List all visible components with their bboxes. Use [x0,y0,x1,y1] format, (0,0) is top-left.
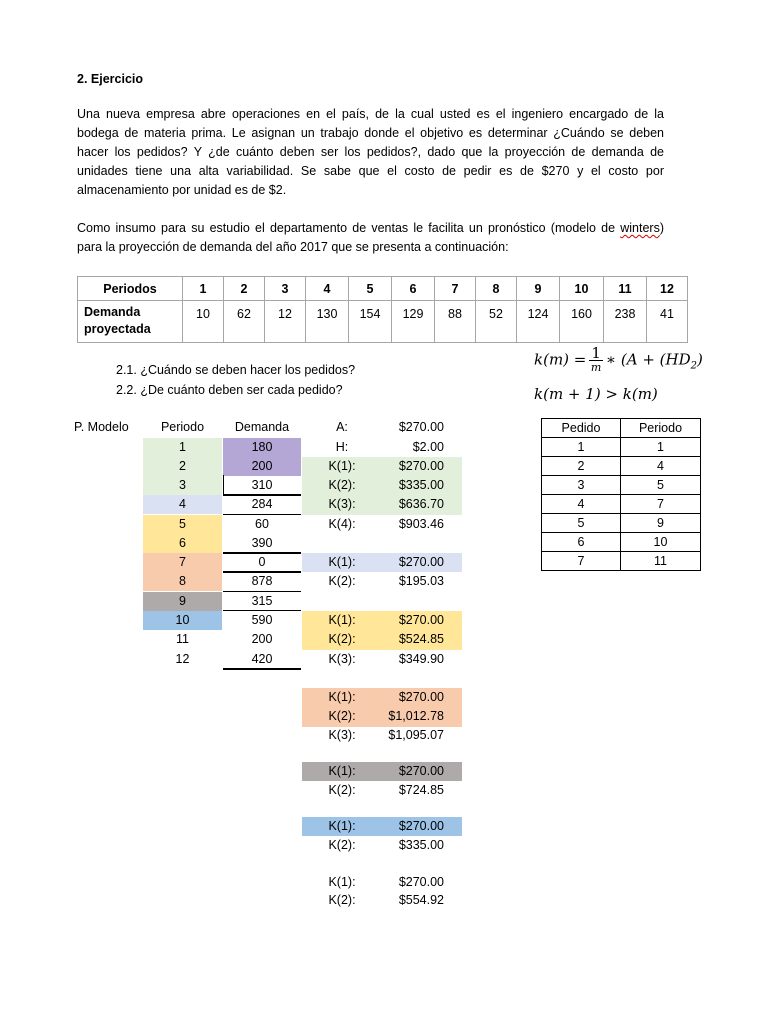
model-periodo-cell: 1 [143,438,222,457]
k-value: $195.03 [398,574,444,588]
model-demanda-cell: 590 [251,613,273,627]
formula-cost [534,344,703,374]
model-demanda-cell: 390 [251,536,273,550]
period-cell: 4 [306,277,349,301]
k-label: K(1): [328,690,356,704]
k-label: K(3): [328,652,356,666]
demand-cell: 12 [265,301,306,343]
k-value: $270.00 [398,613,444,627]
pedido-header: Pedido [542,419,621,438]
k-value: $270.00 [398,819,444,833]
table-row [542,438,701,457]
cell-border [223,552,301,554]
k-label: K(2): [328,632,356,646]
model-periodo-cell: 4 [143,495,222,514]
pedido-cell: 4 [542,495,621,514]
period-cell: 1 [183,277,224,301]
k-label: K(2): [328,478,356,492]
k-label: K(3): [328,497,356,511]
model-periodo-cell: 3 [143,476,222,495]
param-value: $2.00 [412,440,444,454]
table-row [542,533,701,552]
orders-header-row [542,419,701,438]
k-label: K(1): [328,613,356,627]
period-cell: 7 [435,277,476,301]
k-value: $1,012.78 [388,709,444,723]
table-row [542,457,701,476]
k-value: $270.00 [398,555,444,569]
k-value: $270.00 [398,690,444,704]
k-label: K(2): [328,709,356,723]
model-periodo-cell: 10 [143,611,222,630]
k-label: K(1): [328,459,356,473]
model-periodo-cell: 11 [176,632,189,646]
model-demanda-cell: 200 [223,457,301,476]
model-label: P. Modelo [74,420,129,434]
model-demanda-cell: 310 [251,478,273,492]
k-label: K(2): [328,893,356,907]
period-cell: 12 [647,277,688,301]
demand-cell: 88 [435,301,476,343]
pedido-cell: 6 [542,533,621,552]
k-value: $524.85 [398,632,444,646]
demand-cell: 129 [392,301,435,343]
orders-periodo-cell: 10 [621,533,701,552]
pedido-cell: 5 [542,514,621,533]
k-value: $1,095.07 [388,728,444,742]
fraction-numerator: 1 [591,344,601,362]
demand-cell: 154 [349,301,392,343]
model-demanda-cell: 284 [251,497,273,511]
orders-periodo-cell: 7 [621,495,701,514]
cell-border [223,610,301,611]
demanda-header: Demanda [234,420,290,434]
period-cell: 3 [265,277,306,301]
cell-border [223,591,301,592]
k-label: K(1): [328,819,356,833]
table-row [542,552,701,571]
model-periodo-cell: 12 [175,652,190,666]
section-heading: 2. Ejercicio [77,72,144,86]
k-value: $270.00 [398,875,444,889]
k-label: K(2): [328,838,356,852]
period-cell: 8 [476,277,517,301]
context-text-a: Como insumo para su estudio el departamento de ventas le facilita un pronóstico (modelo de [77,221,621,235]
cell-border [223,494,301,496]
demand-cell: 130 [306,301,349,343]
model-periodo-cell: 2 [143,457,222,476]
pedido-cell: 3 [542,476,621,495]
demand-cell: 52 [476,301,517,343]
param-value: $270.00 [398,420,444,434]
formula-subscript: 2 [690,360,697,372]
period-cell: 6 [392,277,435,301]
model-demanda-cell: 0 [258,555,266,569]
k-value: $636.70 [398,497,444,511]
pedido-cell: 7 [542,552,621,571]
demand-cell: 160 [560,301,604,343]
k-label: K(1): [328,764,356,778]
table-row [542,495,701,514]
k-label: K(1): [328,875,356,889]
demand-cell: 41 [647,301,688,343]
formula-condition: k(m + 1) > k(m) [534,385,658,403]
orders-table [541,418,701,571]
k-value: $903.46 [398,517,444,531]
param-label: A: [336,420,348,434]
orders-periodo-cell: 11 [621,552,701,571]
model-demanda-cell: 878 [251,574,273,588]
pedido-cell: 2 [542,457,621,476]
orders-periodo-cell: 1 [621,438,701,457]
period-cell: 9 [517,277,560,301]
formula-end: ) [697,350,703,369]
table-row [542,476,701,495]
demand-header: Demanda proyectada [78,301,183,343]
period-cell: 5 [349,277,392,301]
k-value: $724.85 [398,783,444,797]
demand-cell: 238 [604,301,647,343]
context-paragraph [77,219,664,257]
model-periodo-cell: 6 [143,534,222,553]
k-label: K(4): [328,517,356,531]
periodo-header: Periodo [160,420,205,434]
model-demanda-cell: 180 [223,438,301,457]
projection-table [77,276,688,343]
periods-header: Periodos [78,277,183,301]
formula-left: k(m) = [534,350,587,369]
model-demanda-cell: 420 [251,652,273,666]
k-value: $270.00 [398,764,444,778]
demand-cell: 10 [183,301,224,343]
cell-border [223,514,301,515]
model-periodo-cell: 7 [143,553,222,572]
model-demanda-cell: 60 [255,517,269,531]
period-cell: 2 [224,277,265,301]
k-value: $349.90 [398,652,444,666]
formula-fraction [589,344,603,374]
orders-periodo-header: Periodo [621,419,701,438]
demand-row [78,301,688,343]
spellcheck-word: winters [620,221,660,235]
context-text-c: ) para la proyección de demanda del año 2017 que se presenta a continuación: [77,221,664,254]
k-value: $554.92 [398,893,444,907]
orders-periodo-cell: 9 [621,514,701,533]
demand-cell: 62 [224,301,265,343]
periods-row [78,277,688,301]
question-2: 2.2. ¿De cuánto deben ser cada pedido? [116,383,343,397]
k-label: K(1): [328,555,356,569]
model-periodo-cell: 9 [143,592,222,611]
pedido-cell: 1 [542,438,621,457]
model-demanda-cell: 200 [251,632,273,646]
k-value: $270.00 [398,459,444,473]
formula-right: ∗ (A + (HD [605,350,691,369]
period-cell: 10 [560,277,604,301]
orders-periodo-cell: 5 [621,476,701,495]
param-label: H: [335,440,349,454]
k-value: $335.00 [398,478,444,492]
cell-border [223,571,301,573]
period-cell: 11 [604,277,647,301]
cell-border [223,668,301,670]
orders-periodo-cell: 4 [621,457,701,476]
k-label: K(2): [328,574,356,588]
model-periodo-cell: 8 [143,572,222,591]
k-value: $335.00 [398,838,444,852]
model-periodo-cell: 5 [143,515,222,534]
k-label: K(3): [328,728,356,742]
intro-paragraph: Una nueva empresa abre operaciones en el país, de la cual usted es el ingeniero encargado de la bodega de materia prima. Le asignan un trabajo donde el objetivo es determinar ¿Cuándo se deben hacer los pedidos? Y ¿de cuánto deben ser los pedidos?, dado que la proyección de demanda de unidades tiene una alta variabilidad. Se sabe que el costo de pedir es de $270 y el costo por almacenamiento por unidad es de $2. [77,107,664,197]
demand-cell: 124 [517,301,560,343]
table-row [542,514,701,533]
cell-border [223,475,224,495]
fraction-denominator: m [590,361,602,374]
k-label: K(2): [328,783,356,797]
model-demanda-cell: 315 [251,594,273,608]
question-1: 2.1. ¿Cuándo se deben hacer los pedidos? [116,363,356,377]
